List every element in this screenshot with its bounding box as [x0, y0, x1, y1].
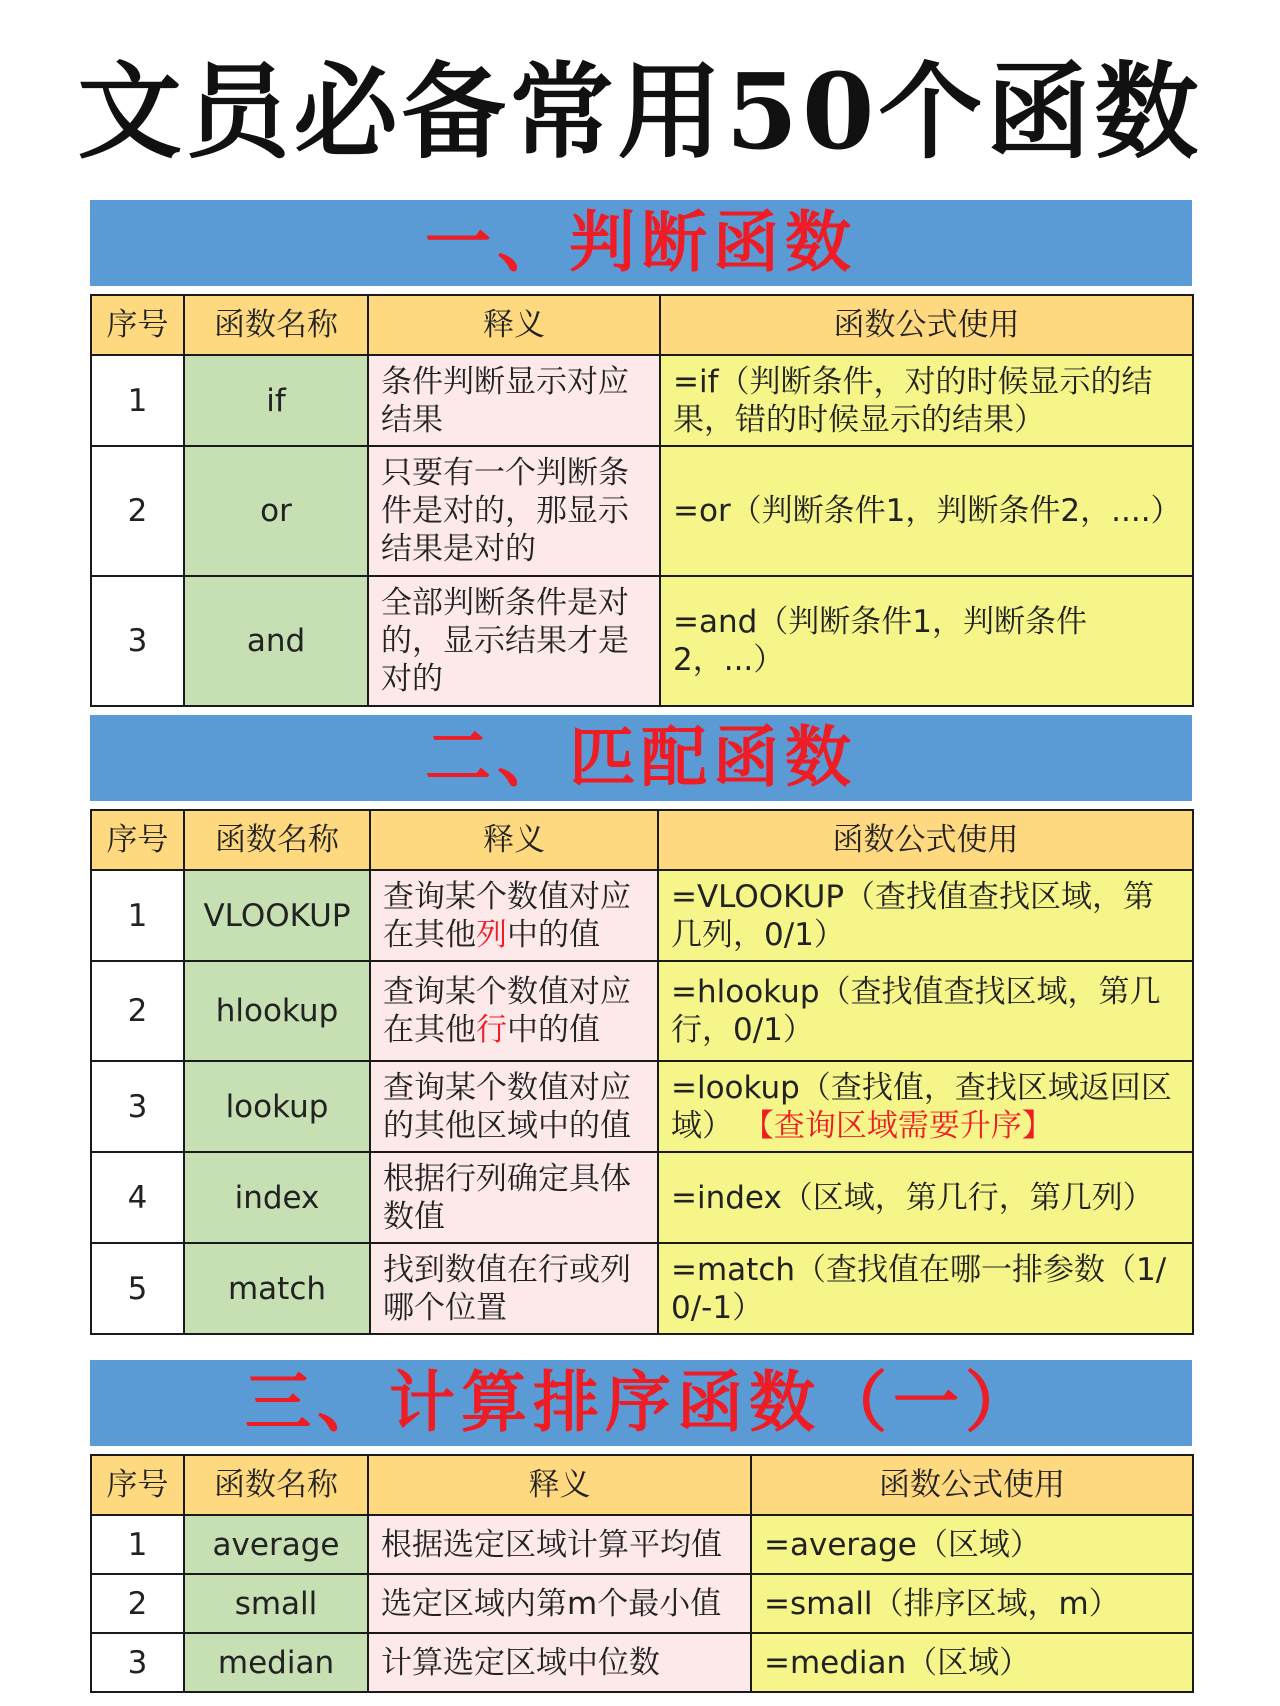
- table-row: [91, 1152, 1193, 1243]
- desc-text: 中的值: [507, 916, 600, 953]
- header-desc: 释义: [368, 295, 660, 355]
- function-desc: 只要有一个判断条件是对的，那显示结果是对的: [368, 446, 660, 576]
- table-header-row: [91, 810, 1193, 870]
- section-judgment: [90, 200, 1192, 707]
- desc-text: 中的值: [507, 1012, 600, 1048]
- header-name: 函数名称: [184, 810, 370, 870]
- function-usage: =or（判断条件1，判断条件2，....）: [660, 446, 1193, 576]
- row-no: 5: [91, 1243, 184, 1334]
- function-usage: =average（区域）: [751, 1515, 1193, 1574]
- table-header-row: [91, 295, 1193, 355]
- function-usage: =index（区域，第几行，第几列）: [658, 1152, 1193, 1243]
- function-desc: [370, 870, 658, 961]
- header-no: 序号: [91, 295, 184, 355]
- section-title: 二、匹配函数: [90, 715, 1192, 801]
- function-desc: 条件判断显示对应结果: [368, 355, 660, 446]
- table-row: [91, 1574, 1193, 1633]
- function-desc: [370, 961, 658, 1061]
- row-no: 1: [91, 1515, 184, 1574]
- usage-note: 【查询区域需要升序】: [742, 1107, 1053, 1144]
- row-no: 3: [91, 1061, 184, 1152]
- function-desc: 选定区域内第m个最小值: [368, 1574, 751, 1633]
- function-usage: =and（判断条件1，判断条件2，...）: [660, 576, 1193, 706]
- function-name: small: [184, 1574, 368, 1633]
- page-title: 文员必备常用50个函数: [77, 50, 1203, 173]
- desc-highlight: 行: [476, 1012, 507, 1048]
- desc-highlight: 列: [476, 916, 507, 953]
- function-desc: 查询某个数值对应的其他区域中的值: [370, 1061, 658, 1152]
- function-desc: 根据选定区域计算平均值: [368, 1515, 751, 1574]
- header-name: 函数名称: [184, 1455, 368, 1515]
- row-no: 3: [91, 1633, 184, 1692]
- row-no: 1: [91, 870, 184, 961]
- usage-text: =lookup（查找值，查找区域返回区域）: [671, 1069, 1172, 1144]
- desc-text: 查询某个数值对应在其他: [383, 974, 631, 1048]
- row-no: 1: [91, 355, 184, 446]
- header-desc: 释义: [370, 810, 658, 870]
- section-matching: [90, 715, 1192, 1335]
- function-name: or: [184, 446, 368, 576]
- desc-text: 查询某个数值对应在其他: [383, 878, 631, 953]
- row-no: 2: [91, 961, 184, 1061]
- function-usage: =match（查找值在哪一排参数（1/0/-1）: [658, 1243, 1193, 1334]
- table-row: [91, 1061, 1193, 1152]
- function-name: average: [184, 1515, 368, 1574]
- function-name: lookup: [184, 1061, 370, 1152]
- function-desc: 计算选定区域中位数: [368, 1633, 751, 1692]
- function-table: [90, 809, 1194, 1335]
- function-usage: =hlookup（查找值查找区域，第几行，0/1）: [658, 961, 1193, 1061]
- row-no: 3: [91, 576, 184, 706]
- header-no: 序号: [91, 810, 184, 870]
- table-row: [91, 446, 1193, 576]
- row-no: 2: [91, 1574, 184, 1633]
- table-header-row: [91, 1455, 1193, 1515]
- function-name: if: [184, 355, 368, 446]
- table-row: [91, 1515, 1193, 1574]
- section-title: 三、计算排序函数（一）: [90, 1360, 1192, 1446]
- function-name: and: [184, 576, 368, 706]
- function-table: [90, 294, 1194, 707]
- header-usage: 函数公式使用: [751, 1455, 1193, 1515]
- section-calculation: [90, 1360, 1192, 1693]
- function-desc: 全部判断条件是对的，显示结果才是对的: [368, 576, 660, 706]
- function-table: [90, 1454, 1194, 1693]
- function-name: match: [184, 1243, 370, 1334]
- function-name: median: [184, 1633, 368, 1692]
- table-row: [91, 1243, 1193, 1334]
- function-usage: =median（区域）: [751, 1633, 1193, 1692]
- header-desc: 释义: [368, 1455, 751, 1515]
- header-name: 函数名称: [184, 295, 368, 355]
- table-row: [91, 355, 1193, 446]
- header-usage: 函数公式使用: [660, 295, 1193, 355]
- function-usage: =small（排序区域，m）: [751, 1574, 1193, 1633]
- function-usage: =if（判断条件，对的时候显示的结果，错的时候显示的结果）: [660, 355, 1193, 446]
- function-usage: =VLOOKUP（查找值查找区域，第几列，0/1）: [658, 870, 1193, 961]
- function-desc: 根据行列确定具体数值: [370, 1152, 658, 1243]
- table-row: [91, 576, 1193, 706]
- row-no: 4: [91, 1152, 184, 1243]
- function-name: index: [184, 1152, 370, 1243]
- function-usage: [658, 1061, 1193, 1152]
- section-title: 一、判断函数: [90, 200, 1192, 286]
- header-usage: 函数公式使用: [658, 810, 1193, 870]
- function-desc: 找到数值在行或列哪个位置: [370, 1243, 658, 1334]
- function-name: VLOOKUP: [184, 870, 370, 961]
- table-row: [91, 870, 1193, 961]
- function-name: hlookup: [184, 961, 370, 1061]
- row-no: 2: [91, 446, 184, 576]
- table-row: [91, 961, 1193, 1061]
- table-row: [91, 1633, 1193, 1692]
- header-no: 序号: [91, 1455, 184, 1515]
